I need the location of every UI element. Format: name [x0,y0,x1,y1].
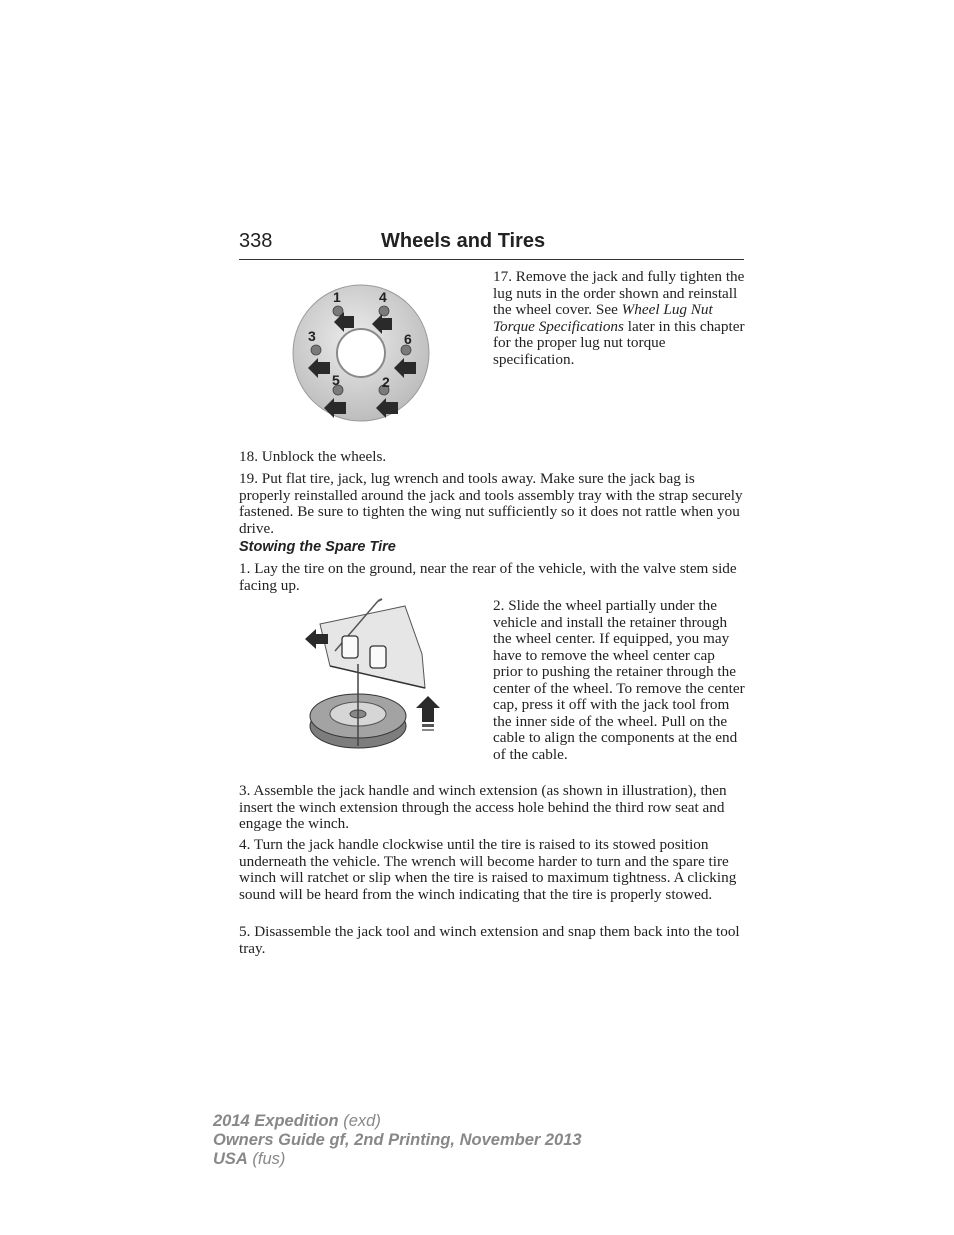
stow-step-2: 2. Slide the wheel partially under the vehicle and install the retainer through the wheel center. If equipped, you may have to remove the wheel center cap prior to pushing the retainer through the center of the wheel. To remove the center cap, press it off with the jack tool from the inner side of the wheel. Pull on the cable to align the components at the end of the cable. [493,597,745,763]
footer-model-name: 2014 Expedition [213,1112,339,1130]
stow-step-5: 5. Disassemble the jack tool and winch extension and snap them back into the tool tray. [239,923,740,957]
step-17 [493,269,745,368]
page-title: Wheels and Tires [381,230,546,252]
lug-label: 2 [382,374,390,390]
footer-model [213,1112,381,1131]
footer-market-name: USA [213,1150,248,1168]
stow-step-1: 1. Lay the tire on the ground, near the rear of the vehicle, with the valve stem side facing up. [239,560,737,594]
torque-spec-reference: Wheel Lug Nut Torque Specifications [493,301,713,335]
lug-label: 6 [404,331,412,347]
stow-step-3: 3. Assemble the jack handle and winch extension (as shown in illustration), then insert the winch extension through the access hole behind the third row seat and engage the winch. [239,782,727,832]
lug-label: 5 [332,372,340,388]
footer-model-code: (exd) [338,1112,381,1130]
lug-label: 3 [308,328,316,344]
lug-nut-order-diagram [286,278,436,428]
step-17-text-end: later in this chapter for the proper lug nut torque specification. [493,317,745,368]
step-19: 19. Put flat tire, jack, lug wrench and tools away. Make sure the jack bag is properly reinstalled around the jack and tools assembly tray with the strap securely fastened. Be sure to tighten the wing nut sufficiently so it does not rattle when you drive. [239,470,743,537]
lug-label: 1 [333,289,341,305]
stow-step-4: 4. Turn the jack handle clockwise until the tire is raised to its stowed position underneath the vehicle. The wrench will become harder to turn and the spare tire winch will ratchet or slip when the tire is raised to maximum tightness. A clicking sound will be heard from the winch indicating that the tire is properly stowed. [239,836,737,903]
page-number: 338 [239,230,273,252]
step-18: 18. Unblock the wheels. [239,448,387,465]
spare-tire-stowing-diagram [300,596,445,766]
footer-printing: Owners Guide gf, 2nd Printing, November 2013 [213,1131,582,1149]
footer-market-code: (fus) [247,1150,286,1168]
step-17-text: 17. Remove the jack and fully tighten the lug nuts in the order shown and reinstall the wheel cover. See [493,268,745,318]
header-rule [239,259,744,260]
footer-market [213,1150,285,1169]
section-heading: Stowing the Spare Tire [239,539,396,555]
lug-label: 4 [379,289,387,305]
